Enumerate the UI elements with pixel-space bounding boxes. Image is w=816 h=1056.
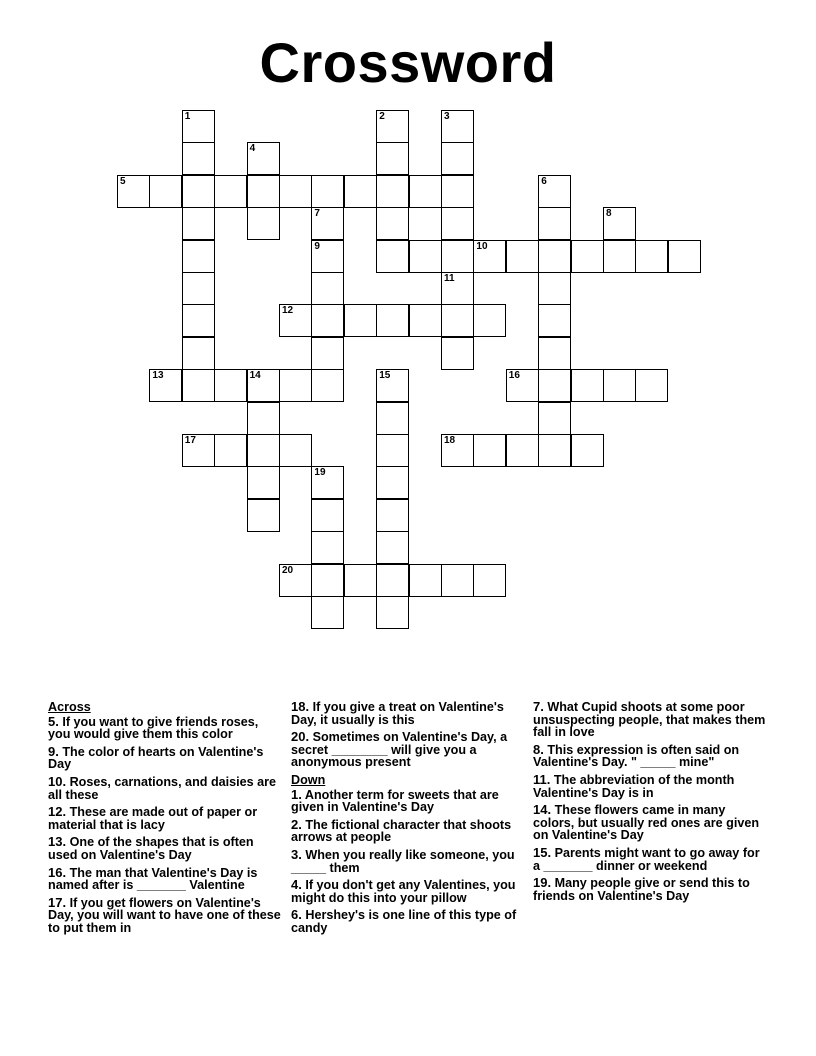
clue-down-1: 1. Another term for sweets that are given in Valentine's Day (291, 786, 499, 815)
grid-cell[interactable] (376, 434, 409, 467)
clue-down-19: 19. Many people give or send this to friends on Valentine's Day (533, 875, 750, 903)
grid-cell[interactable] (538, 369, 571, 402)
grid-cell[interactable] (473, 240, 506, 273)
grid-cell[interactable] (635, 240, 668, 273)
grid-cell[interactable] (538, 272, 571, 305)
grid-cell[interactable] (311, 272, 344, 305)
clue-across-12: 12. These are made out of paper or material that is lacy (48, 804, 258, 832)
grid-cell[interactable] (247, 142, 280, 175)
grid-cell[interactable] (311, 207, 344, 240)
grid-cell[interactable] (214, 369, 247, 402)
grid-cell[interactable] (603, 369, 636, 402)
grid-cell[interactable] (376, 402, 409, 435)
grid-cell[interactable] (182, 207, 215, 240)
grid-cell[interactable] (473, 434, 506, 467)
grid-cell[interactable] (538, 207, 571, 240)
grid-cell[interactable] (473, 564, 506, 597)
grid-cell[interactable] (441, 175, 474, 208)
grid-cell[interactable] (538, 240, 571, 273)
cell-number: 14 (249, 370, 261, 382)
clue-across-13: 13. One of the shapes that is often used on Valentine's Day (48, 834, 254, 862)
grid-cell[interactable] (182, 272, 215, 305)
cell-number: 12 (282, 305, 294, 317)
grid-cell[interactable] (182, 369, 215, 402)
grid-cell[interactable] (247, 369, 280, 402)
grid-cell[interactable] (344, 564, 377, 597)
cell-number: 2 (379, 111, 385, 122)
clue-down-2: 2. The fictional character that shoots arrows at people (291, 816, 512, 845)
down-heading: Down (291, 772, 326, 787)
grid-cell[interactable] (247, 466, 280, 499)
grid-cell[interactable] (571, 369, 604, 402)
cell-number: 20 (282, 564, 294, 576)
grid-cell[interactable] (538, 337, 571, 370)
cell-number: 11 (444, 273, 455, 284)
grid-cell[interactable] (441, 110, 474, 143)
grid-cell[interactable] (311, 499, 344, 532)
cell-number: 15 (379, 370, 391, 382)
clue-column-1 (48, 701, 284, 940)
cell-number: 4 (249, 143, 256, 155)
cell-number: 3 (444, 111, 450, 122)
clue-across-9: 9. The color of hearts on Valentine's Day (48, 743, 264, 772)
grid-cell[interactable] (409, 564, 442, 597)
grid-cell[interactable] (311, 369, 344, 402)
grid-cell[interactable] (538, 304, 571, 337)
clue-down-3: 3. When you really like someone, you _____ them (291, 846, 515, 875)
grid-cell[interactable] (182, 434, 215, 467)
cell-number: 19 (314, 467, 326, 479)
grid-cell[interactable] (149, 369, 182, 402)
grid-cell[interactable] (603, 207, 636, 240)
grid-cell[interactable] (247, 402, 280, 435)
grid-cell[interactable] (182, 304, 215, 337)
grid-cell[interactable] (376, 240, 409, 273)
grid-cell[interactable] (571, 434, 604, 467)
grid-cell[interactable] (538, 434, 571, 467)
grid-cell[interactable] (441, 207, 474, 240)
clue-down-8: 8. This expression is often said on Valentine's Day. " _____ mine" (533, 741, 740, 770)
grid-cell[interactable] (441, 272, 474, 305)
grid-cell[interactable] (409, 240, 442, 273)
grid-cell[interactable] (182, 142, 215, 175)
clue-column-2 (291, 701, 527, 940)
grid-cell[interactable] (376, 596, 409, 629)
across-heading: Across (48, 700, 91, 714)
grid-cell[interactable] (311, 240, 344, 273)
grid-cell[interactable] (409, 175, 442, 208)
grid-cell[interactable] (473, 304, 506, 337)
grid-cell[interactable] (117, 175, 150, 208)
clue-down-4: 4. If you don't get any Valentines, you might do this into your pillow (291, 877, 516, 905)
cell-number: 1 (184, 111, 191, 122)
clue-down-6: 6. Hershey's is one line of this type of candy (291, 907, 517, 935)
clue-down-15: 15. Parents might want to go away for a _______ dinner or weekend (533, 844, 760, 873)
grid-cell[interactable] (279, 304, 312, 337)
grid-cell[interactable] (376, 207, 409, 240)
grid-cell[interactable] (376, 564, 409, 597)
grid-cell[interactable] (311, 531, 344, 564)
clue-across-18: 18. If you give a treat on Valentine's Day, it usually is this (291, 699, 504, 727)
grid-cell[interactable] (247, 207, 280, 240)
grid-cell[interactable] (441, 240, 474, 273)
clue-across-10: 10. Roses, carnations, and daisies are all these (48, 773, 277, 802)
grid-cell[interactable] (149, 175, 182, 208)
cell-number: 17 (184, 435, 196, 446)
grid-cell[interactable] (506, 369, 539, 402)
grid-cell[interactable] (247, 175, 280, 208)
cell-number: 9 (314, 240, 320, 252)
grid-cell[interactable] (182, 240, 215, 273)
grid-cell[interactable] (441, 564, 474, 597)
grid-cell[interactable] (441, 304, 474, 337)
cell-number: 13 (152, 370, 164, 382)
grid-cell[interactable] (376, 110, 409, 143)
grid-cell[interactable] (571, 240, 604, 273)
cell-number: 6 (541, 175, 547, 187)
grid-cell[interactable] (441, 142, 474, 175)
grid-cell[interactable] (538, 402, 571, 435)
cell-number: 18 (444, 435, 456, 446)
grid-cell[interactable] (635, 369, 668, 402)
grid-cell[interactable] (311, 304, 344, 337)
clue-across-20: 20. Sometimes on Valentine's Day, a secret ________ will give you a anonymous present (291, 729, 508, 770)
grid-cell[interactable] (376, 466, 409, 499)
grid-cell[interactable] (182, 175, 215, 208)
cell-number: 5 (120, 175, 126, 187)
grid-cell[interactable] (538, 175, 571, 208)
page-title: Crossword (259, 31, 557, 94)
cell-number: 16 (508, 370, 520, 382)
grid-cell[interactable] (279, 175, 312, 208)
grid-cell[interactable] (376, 499, 409, 532)
grid-cell[interactable] (506, 434, 539, 467)
grid-cell[interactable] (376, 304, 409, 337)
grid-cell[interactable] (376, 142, 409, 175)
grid-cell[interactable] (311, 337, 344, 370)
grid-cell[interactable] (247, 434, 280, 467)
grid-cell[interactable] (344, 304, 377, 337)
grid-cell[interactable] (279, 434, 312, 467)
grid-cell[interactable] (668, 240, 701, 273)
clue-down-7: 7. What Cupid shoots at some poor unsuspecting people, that makes them fall in love (533, 699, 766, 740)
grid-cell[interactable] (506, 240, 539, 273)
grid-cell[interactable] (214, 434, 247, 467)
grid-cell[interactable] (441, 434, 474, 467)
grid-cell[interactable] (279, 564, 312, 597)
grid-cell[interactable] (279, 369, 312, 402)
clue-across-5: 5. If you want to give friends roses, you would give them this color (48, 713, 259, 742)
grid-cell[interactable] (311, 175, 344, 208)
clue-down-14: 14. These flowers came in many colors, but usually red ones are given on Valentine's Day (533, 802, 760, 843)
grid-cell[interactable] (441, 337, 474, 370)
clue-across-17: 17. If you get flowers on Valentine's Day, you will want to have one of these to put them in (48, 894, 281, 935)
grid-cell[interactable] (182, 110, 215, 143)
clue-down-11: 11. The abbreviation of the month Valentine's Day is in (533, 771, 735, 800)
grid-cell[interactable] (376, 369, 409, 402)
cell-number: 7 (314, 208, 320, 220)
grid-cell[interactable] (214, 175, 247, 208)
grid-cell[interactable] (603, 240, 636, 273)
clue-column-3 (533, 701, 769, 907)
grid-cell[interactable] (376, 175, 409, 208)
grid-cell[interactable] (311, 564, 344, 597)
cell-number: 8 (606, 208, 612, 220)
grid-cell[interactable] (247, 499, 280, 532)
grid-cell[interactable] (344, 175, 377, 208)
grid-cell[interactable] (182, 337, 215, 370)
clue-across-16: 16. The man that Valentine's Day is named after is _______ Valentine (48, 864, 258, 893)
grid-cell[interactable] (311, 466, 344, 499)
grid-cell[interactable] (311, 596, 344, 629)
grid-cell[interactable] (409, 304, 442, 337)
grid-cell[interactable] (376, 531, 409, 564)
cell-number: 10 (476, 240, 488, 252)
